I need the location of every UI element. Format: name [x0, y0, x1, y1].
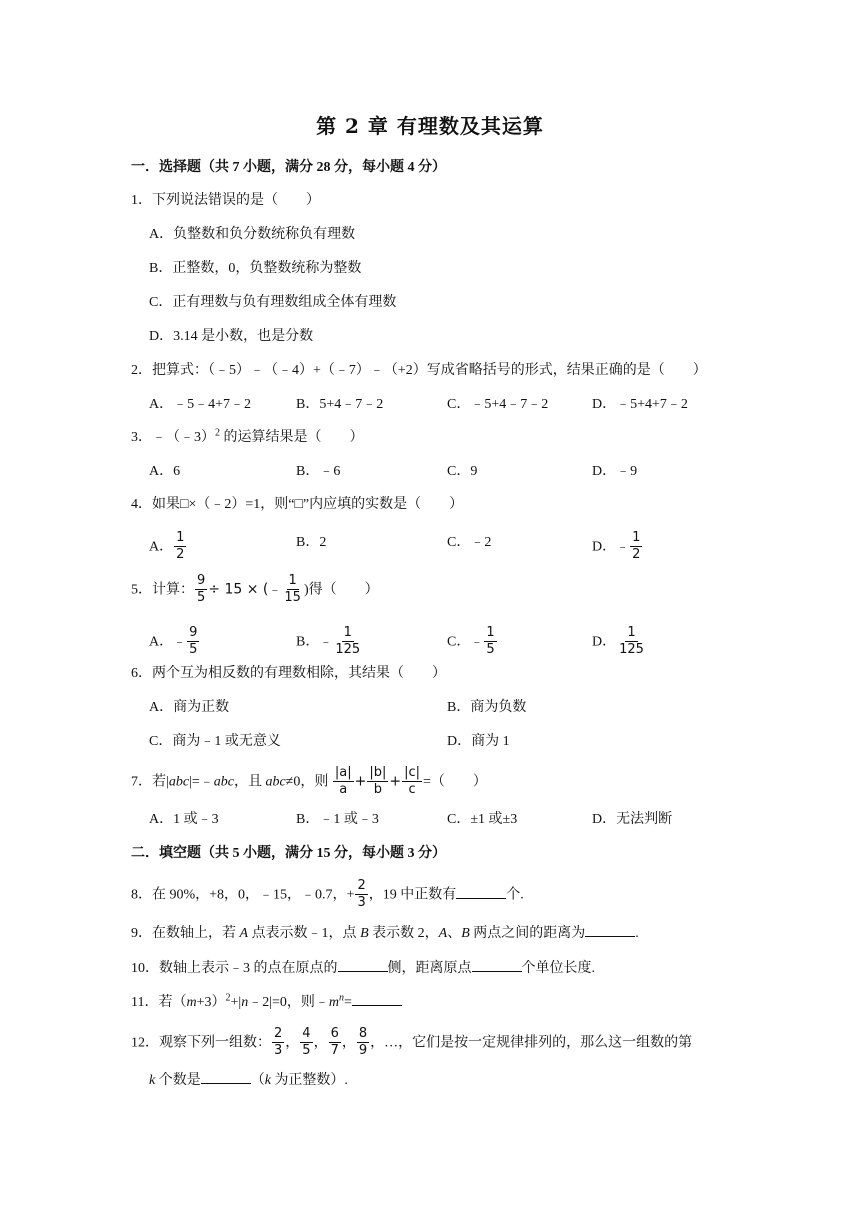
question-11-text: 11．若（ — [131, 995, 187, 1010]
question-10-text: 侧，距离原点 — [387, 961, 472, 976]
point-a-label: A — [239, 926, 249, 941]
option-label: A． — [149, 634, 174, 650]
question-10 — [131, 957, 595, 979]
question-6-option-b: B．商为负数 — [447, 700, 527, 715]
point-b-label: B — [360, 926, 369, 941]
minus-sign: ﹣ — [616, 539, 630, 555]
question-1-option-d: D．3.14 是小数，也是分数 — [149, 329, 314, 344]
fraction — [272, 1027, 284, 1058]
variable-abc: abc — [213, 774, 234, 790]
question-11 — [131, 991, 402, 1013]
page-title: 第 2 章 有理数及其运算 — [316, 114, 544, 138]
operator-text: ÷ 15 × ( — [208, 581, 269, 598]
fraction-numerator: 1 — [627, 625, 636, 640]
question-11-text: +| — [230, 995, 242, 1010]
fraction-numerator: 6 — [330, 1026, 339, 1041]
question-1-option-b: B．正整数，0，负整数统称为整数 — [149, 261, 362, 276]
fraction — [187, 626, 199, 657]
question-2-option-d: D．﹣5+4+7﹣2 — [592, 397, 688, 412]
answer-blank[interactable] — [585, 922, 635, 937]
answer-blank[interactable] — [338, 957, 388, 972]
question-11-text: = — [344, 995, 352, 1010]
question-9-text: 两点之间的距离为 — [469, 926, 586, 941]
question-5-option-a — [149, 627, 200, 658]
fraction-denominator: 15 — [284, 590, 301, 605]
fraction-denominator: 125 — [335, 642, 361, 657]
question-2-option-c: C．﹣5+4﹣7﹣2 — [447, 397, 549, 412]
answer-blank[interactable] — [456, 884, 506, 899]
variable-abc: abc — [265, 774, 286, 790]
minus-sign: ﹣ — [268, 582, 282, 598]
question-11-text: +3） — [196, 995, 226, 1010]
fraction-denominator: a — [339, 782, 348, 797]
fraction-denominator: 5 — [197, 590, 206, 605]
minus-sign: ﹣ — [319, 634, 333, 650]
question-3-option-b: B．﹣6 — [296, 464, 341, 479]
question-3-exponent: 2 — [215, 427, 220, 439]
question-7-text: =（ ） — [423, 774, 487, 790]
answer-blank[interactable] — [201, 1069, 251, 1084]
question-4-option-b: B．2 — [296, 535, 327, 550]
fraction — [333, 626, 362, 657]
fraction — [484, 626, 496, 657]
option-label: B． — [296, 634, 320, 650]
question-1-option-c: C．正有理数与负有理数组成全体有理数 — [149, 295, 397, 310]
question-10-text: 10．数轴上表示﹣3 的点在原点的 — [131, 961, 338, 976]
exponent: 2 — [225, 992, 231, 1004]
fraction-denominator: 7 — [330, 1043, 339, 1058]
question-11-text: ﹣2|=0，则﹣ — [248, 995, 329, 1010]
fraction-numerator: 1 — [343, 625, 352, 640]
answer-blank[interactable] — [352, 991, 402, 1006]
point-b-label: B — [461, 926, 470, 941]
fraction-numerator: |b| — [369, 765, 387, 780]
question-7-stem — [131, 767, 487, 798]
fraction-numerator: 9 — [189, 625, 198, 640]
fraction-denominator: 5 — [302, 1043, 311, 1058]
question-4-stem: 4．如果□×（﹣2）=1，则“□”内应填的实数是（ ） — [131, 497, 464, 512]
question-9-text: . — [635, 926, 639, 941]
minus-sign: ﹣ — [173, 634, 187, 650]
question-3-option-d: D．﹣9 — [592, 464, 638, 479]
plus-sign: + — [354, 773, 367, 790]
question-7-text: ，且 — [233, 774, 266, 790]
section-heading-fill: 二．填空题（共 5 小题，满分 15 分，每小题 3 分） — [131, 846, 446, 861]
question-4-option-d — [592, 532, 643, 563]
question-12-text: ，…，它们是按一定规律排列的，那么这一组数的第 — [370, 1035, 693, 1051]
fraction-denominator: 5 — [189, 642, 198, 657]
question-5-suffix: )得（ ） — [303, 582, 379, 598]
question-6-option-c: C．商为﹣1 或无意义 — [149, 734, 281, 749]
question-3-option-a: A．6 — [149, 464, 181, 479]
fraction-numerator: 9 — [197, 573, 206, 588]
fraction-denominator: 9 — [358, 1043, 368, 1058]
question-9-text: 表示数 2， — [368, 926, 439, 941]
separator: ， — [341, 1035, 356, 1051]
question-5-option-c — [447, 627, 498, 658]
fraction — [617, 626, 646, 657]
question-12-text: 个数是 — [155, 1073, 201, 1088]
question-4-option-c: C．﹣2 — [447, 535, 492, 550]
fraction-denominator: b — [373, 782, 382, 797]
variable-n: n — [241, 995, 249, 1010]
question-5-prefix: 5．计算： — [131, 582, 194, 598]
fraction — [174, 531, 186, 562]
question-8-text: 8．在 90%，+8，0，﹣15，﹣0.7，+ — [131, 887, 355, 903]
fraction — [402, 766, 422, 797]
question-12-text: （ — [250, 1073, 265, 1088]
fraction-numerator: 1 — [632, 530, 641, 545]
fraction-denominator: 2 — [632, 547, 641, 562]
fraction-numerator: 1 — [176, 530, 185, 545]
fraction-numerator: 2 — [274, 1026, 283, 1041]
question-1-option-a: A．负整数和负分数统称负有理数 — [149, 227, 356, 242]
variable-m: m — [328, 995, 340, 1010]
question-7-text: |=﹣ — [189, 774, 214, 790]
fraction-numerator: 2 — [357, 878, 366, 893]
question-2-stem: 2．把算式：（﹣5）﹣（﹣4）+（﹣7）﹣（+2）写成省略括号的形式，结果正确的是（ ） — [131, 363, 707, 378]
question-6-option-a: A．商为正数 — [149, 700, 230, 715]
question-7-option-b: B．﹣1 或﹣3 — [296, 812, 379, 827]
question-2-option-a: A．﹣5﹣4+7﹣2 — [149, 397, 252, 412]
question-12-text: 为正整数）. — [270, 1073, 348, 1088]
section-heading-choice: 一．选择题（共 7 小题，满分 28 分，每小题 4 分） — [131, 160, 446, 175]
option-label: D． — [592, 539, 617, 555]
question-9-text: 9．在数轴上，若 — [131, 926, 240, 941]
variable-k: k — [149, 1073, 156, 1088]
question-3-stem-tail: 的运算结果是（ ） — [220, 430, 364, 445]
question-3-stem-text: 3．﹣（﹣3） — [131, 430, 215, 445]
fraction — [329, 1027, 341, 1058]
fraction-denominator: c — [408, 782, 416, 797]
fraction — [282, 574, 303, 605]
option-label: C． — [447, 634, 471, 650]
fraction-numerator: 8 — [358, 1026, 368, 1041]
question-5-option-d — [592, 627, 647, 658]
question-8 — [131, 880, 524, 911]
question-12-line-1 — [131, 1028, 692, 1059]
minus-sign: ﹣ — [470, 634, 484, 650]
variable-m: m — [186, 995, 197, 1010]
point-a-label: A — [438, 926, 448, 941]
question-7-option-a: A．1 或﹣3 — [149, 812, 219, 827]
question-5-stem — [131, 575, 379, 606]
question-2-option-b: B．5+4﹣7﹣2 — [296, 397, 384, 412]
fraction — [357, 1027, 369, 1058]
question-6-stem: 6．两个互为相反数的有理数相除，其结果（ ） — [131, 666, 446, 681]
fraction — [300, 1027, 312, 1058]
question-9-text: 、 — [447, 926, 462, 941]
separator: ， — [313, 1035, 328, 1051]
plus-sign: + — [389, 773, 402, 790]
option-label: D． — [592, 634, 617, 650]
question-8-text: ，19 中正数有 — [368, 887, 457, 903]
fraction-denominator: 125 — [619, 642, 644, 657]
question-10-text: 个单位长度. — [521, 961, 595, 976]
fraction-numerator: 4 — [302, 1026, 311, 1041]
question-5-option-b — [296, 627, 363, 658]
variable-k: k — [264, 1073, 271, 1088]
fraction — [367, 766, 388, 797]
question-7-option-c: C．±1 或±3 — [447, 812, 518, 827]
fraction-denominator: 5 — [486, 642, 495, 657]
question-12-line-2 — [149, 1069, 348, 1091]
question-6-option-d: D．商为 1 — [447, 734, 510, 749]
question-7-option-d: D．无法判断 — [592, 812, 673, 827]
fraction — [355, 879, 367, 910]
question-12-text: 12．观察下列一组数： — [131, 1035, 271, 1051]
fraction — [333, 766, 354, 797]
question-3-stem — [131, 428, 364, 448]
separator: ， — [285, 1035, 300, 1051]
exponent-n: n — [339, 992, 345, 1004]
fraction — [195, 574, 207, 605]
fraction-denominator: 2 — [176, 547, 185, 562]
question-4-option-a — [149, 532, 187, 563]
fraction-numerator: |c| — [404, 765, 420, 780]
fraction-numerator: 1 — [486, 625, 495, 640]
fraction-numerator: |a| — [334, 765, 352, 780]
fraction — [630, 531, 642, 562]
question-1-stem: 1．下列说法错误的是（ ） — [131, 193, 320, 208]
question-3-option-c: C．9 — [447, 464, 478, 479]
fraction-denominator: 3 — [274, 1043, 283, 1058]
question-9-text: 点表示数﹣1，点 — [248, 926, 361, 941]
question-7-text: 7．若| — [131, 774, 169, 790]
variable-abc: abc — [168, 774, 190, 790]
question-8-text: 个. — [506, 887, 524, 903]
option-label: A． — [149, 539, 174, 555]
fraction-numerator: 1 — [288, 573, 297, 588]
question-9 — [131, 922, 639, 944]
fraction-denominator: 3 — [357, 895, 366, 910]
answer-blank[interactable] — [472, 957, 522, 972]
question-7-text: ≠0，则 — [285, 774, 332, 790]
